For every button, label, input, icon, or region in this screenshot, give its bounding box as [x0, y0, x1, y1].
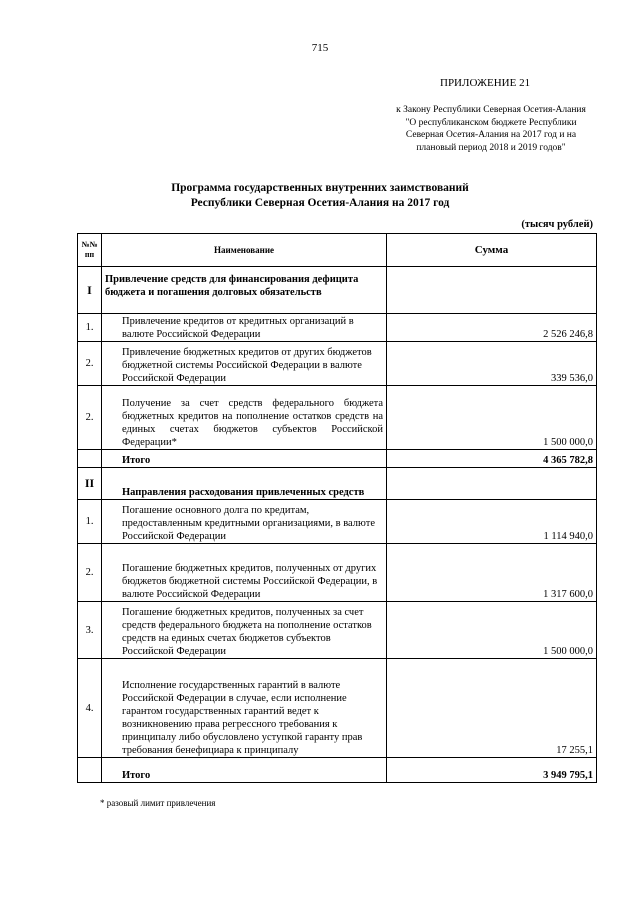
row-name: Погашение бюджетных кредитов, полученных за счет средств федерального бюджета на пополнение остатков средств на единых счетах бюджетов субъектов Российской Федерации	[102, 602, 387, 659]
empty-cell	[387, 267, 597, 314]
row-name: Исполнение государственных гарантий в валюте Российской Федерации в случае, если исполнение гарантом государственных гарантий ведет к возникновению права регрессного требования к принципалу либо обусловлено уступкой гаранту прав требования бенефициара к принципалу	[102, 659, 387, 758]
table-row	[78, 500, 597, 544]
empty-cell	[78, 450, 102, 468]
row-number: 2.	[78, 544, 102, 602]
total-sum: 4 365 782,8	[387, 450, 597, 468]
section-title: Привлечение средств для финансирования дефицита бюджета и погашения долговых обязательств	[102, 267, 387, 314]
section-number: II	[78, 468, 102, 500]
header-sum: Сумма	[387, 234, 597, 267]
table-row	[78, 386, 597, 450]
document-title	[0, 181, 640, 211]
row-number: 2.	[78, 386, 102, 450]
row-sum: 2 526 246,8	[387, 314, 597, 342]
row-number: 2.	[78, 342, 102, 386]
row-number: 1.	[78, 314, 102, 342]
page-number: 715	[311, 42, 329, 54]
total-label: Итого	[102, 758, 387, 783]
section-title: Направления расходования привлеченных средств	[102, 468, 387, 500]
header-num: №№ пп	[78, 234, 102, 267]
table-row	[78, 602, 597, 659]
table-row	[78, 314, 597, 342]
empty-cell	[387, 468, 597, 500]
law-reference-line: Северная Осетия-Алания на 2017 год и на	[405, 130, 577, 140]
row-name: Привлечение бюджетных кредитов от других бюджетов бюджетной системы Российской Федерации в валюте Российской Федерации	[102, 342, 387, 386]
table-header-row	[78, 234, 597, 267]
section-header-row	[78, 468, 597, 500]
appendix-label: ПРИЛОЖЕНИЕ 21	[440, 77, 531, 89]
section-number: I	[78, 267, 102, 314]
borrowing-program-table	[77, 233, 597, 783]
row-sum: 1 500 000,0	[387, 386, 597, 450]
row-number: 3.	[78, 602, 102, 659]
total-row	[78, 450, 597, 468]
law-reference-line: плановый период 2018 и 2019 годов"	[416, 142, 566, 153]
title-line-1: Программа государственных внутренних заимствований	[171, 182, 469, 194]
row-sum: 1 500 000,0	[387, 602, 597, 659]
footnote: * разовый лимит привлечения	[100, 798, 216, 808]
header-name: Наименование	[102, 234, 387, 267]
total-label: Итого	[102, 450, 387, 468]
table-row	[78, 342, 597, 386]
row-name: Привлечение кредитов от кредитных организаций в валюте Российской Федерации	[102, 314, 387, 342]
total-sum: 3 949 795,1	[387, 758, 597, 783]
row-name: Погашение бюджетных кредитов, полученных от других бюджетов бюджетной системы Российской Федерации, в валюте Российской Федерации	[102, 544, 387, 602]
row-number: 4.	[78, 659, 102, 758]
row-sum: 339 536,0	[387, 342, 597, 386]
law-reference	[386, 104, 596, 154]
row-name: Погашение основного долга по кредитам, предоставленным кредитными организациями, в валюте Российской Федерации	[102, 500, 387, 544]
row-number: 1.	[78, 500, 102, 544]
law-reference-line: "О республиканском бюджете Республики	[405, 117, 577, 128]
section-header-row	[78, 267, 597, 314]
table-row	[78, 544, 597, 602]
row-name: Получение за счет средств федерального бюджета бюджетных кредитов на пополнение остатков средств на единых счетах бюджетов субъектов Российской Федерации*	[102, 386, 387, 450]
law-reference-line: к Закону Республики Северная Осетия-Алания	[396, 105, 586, 115]
units-label: (тысяч рублей)	[521, 219, 593, 230]
empty-cell	[78, 758, 102, 783]
total-row	[78, 758, 597, 783]
title-line-2: Республики Северная Осетия-Алания на 2017 год	[190, 197, 450, 209]
table-row	[78, 659, 597, 758]
row-sum: 1 317 600,0	[387, 544, 597, 602]
row-sum: 17 255,1	[387, 659, 597, 758]
row-sum: 1 114 940,0	[387, 500, 597, 544]
